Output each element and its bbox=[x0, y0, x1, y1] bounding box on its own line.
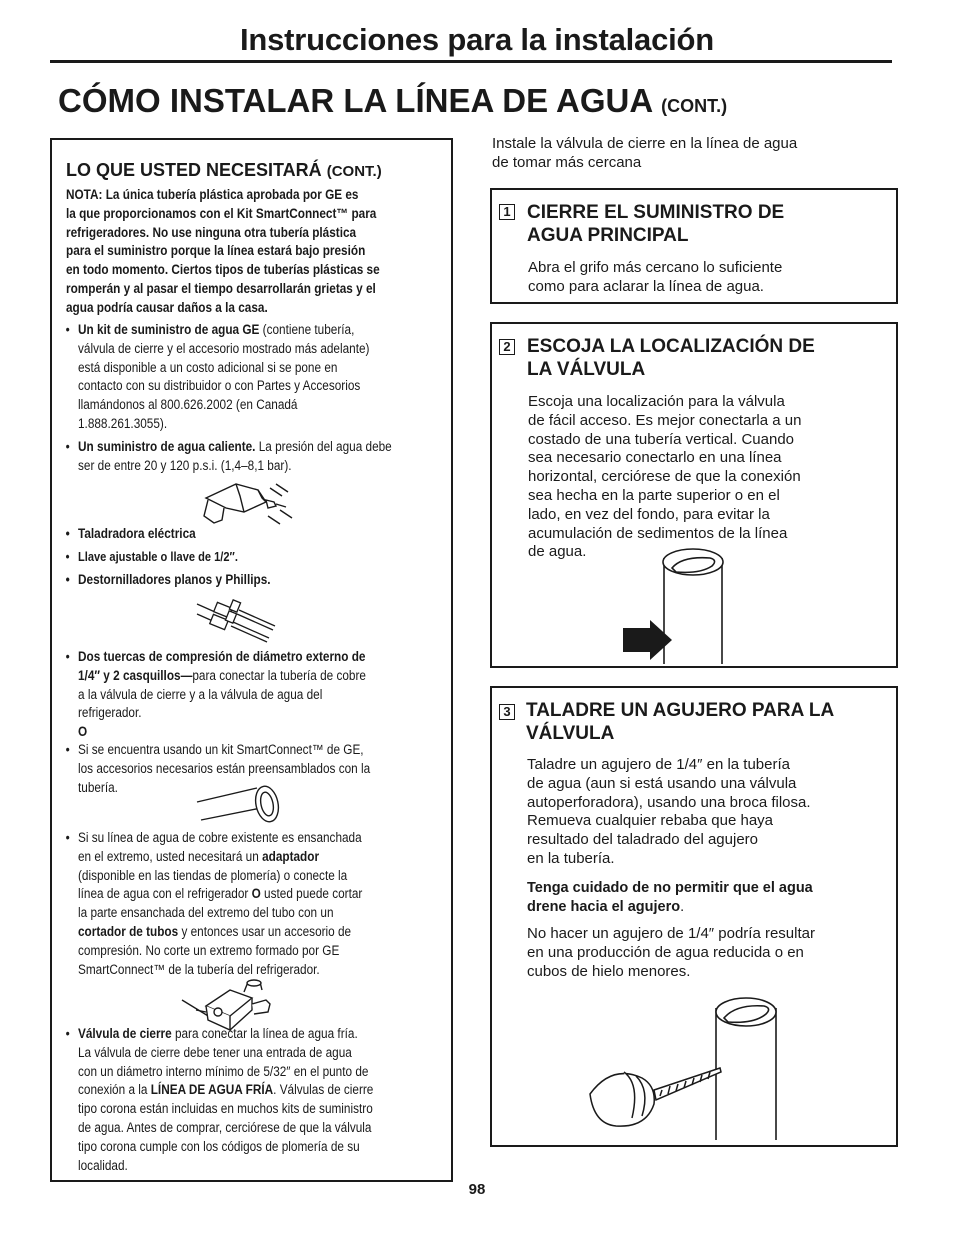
list-item-hot-water: • Un suministro de agua caliente. La presión del agua debe ser de entre 20 y 120 p.s.i. (1,4–8,1 bar). bbox=[78, 438, 448, 476]
nuts-line: a la válvula de cierre y a la válvula de agua del bbox=[78, 686, 323, 702]
list-item-smartconnect: • Si se encuentra usando un kit SmartConnect™ de GE, los accesorios necesarios están preensamblados con la tubería. bbox=[78, 741, 448, 797]
kit-line: llamándonos al 800.626.2002 (en Canadá bbox=[78, 397, 298, 413]
valve-line: . Válvulas de cierre bbox=[273, 1082, 374, 1098]
section-title-text: CÓMO INSTALAR LA LÍNEA DE AGUA bbox=[58, 82, 652, 119]
step-1-heading-line: AGUA PRINCIPAL bbox=[527, 225, 689, 246]
note-line: para el suministro porque la línea estará bajo presión bbox=[66, 243, 366, 259]
nuts-line: para conectar la tubería de cobre bbox=[192, 667, 366, 683]
section-title-suffix: (CONT.) bbox=[661, 96, 728, 116]
flared-line: (disponible en las tiendas de plomería) o conecte la bbox=[78, 867, 348, 883]
section-title bbox=[58, 82, 727, 120]
nuts-bold-line: Dos tuercas de compresión de diámetro externo de bbox=[78, 649, 366, 664]
adapter-bold: adaptador bbox=[262, 848, 320, 864]
valve-line: conexión a la bbox=[78, 1082, 151, 1098]
step-1-number: 1 bbox=[499, 204, 515, 220]
list-item-screwdrivers: • Destornilladores planos y Phillips. bbox=[65, 572, 271, 587]
step-3-body bbox=[527, 756, 811, 869]
step-1-heading bbox=[527, 201, 784, 247]
or-bold: O bbox=[251, 886, 261, 902]
flared-line: Si su línea de agua de cobre existente es ensanchada bbox=[78, 830, 362, 845]
list-item-shutoff-valve: • Válvula de cierre para conectar la línea de agua fría. La válvula de cierre debe tener una entrada de agua con un diámetro interno mínimo de 5/32″ en el punto de conexión a la LÍNEA DE AGUA FRÍA. Válvulas de cierre tipo corona están incluidas en muchos kits de suministro de agua. Antes de comprar, cerciórese de que la válvula tipo corona cumple con los códigos de plomería de su localidad. bbox=[78, 1025, 448, 1175]
kit-line: está disponible a un costo adicional si se pone en bbox=[78, 359, 338, 375]
step-2-number: 2 bbox=[499, 339, 515, 355]
step-2-line: lado, en vez del fondo, para evitar la bbox=[528, 505, 770, 523]
note-line: : La única tubería plástica aprobada por GE es bbox=[98, 187, 359, 202]
step-1-body bbox=[528, 259, 782, 297]
flared-line: usted puede cortar bbox=[260, 886, 363, 902]
hot-line: La presión del agua debe bbox=[255, 439, 392, 454]
intro-line: de tomar más cercana bbox=[492, 153, 642, 171]
kit-line: contacto con su distribuidor o con Partes y Accesorios bbox=[78, 378, 361, 394]
note-paragraph bbox=[66, 186, 436, 318]
warning-line: No hacer un agujero de 1/4″ podría resultar bbox=[527, 925, 815, 942]
step-3-heading bbox=[526, 699, 834, 745]
wrench-label: Llave ajustable o llave de 1/2″. bbox=[78, 550, 238, 564]
header-rule bbox=[50, 60, 892, 63]
flared-line: en el extremo, usted necesitará un bbox=[78, 848, 263, 864]
note-line: agua podría causar daños a la casa. bbox=[66, 299, 268, 315]
flared-line: compresión. No corte un extremo formado por GE bbox=[78, 942, 340, 958]
flared-line: y entonces usar un accesorio de bbox=[178, 923, 352, 939]
hot-bold: Un suministro de agua caliente. bbox=[78, 439, 256, 454]
list-item-water-kit: • Un kit de suministro de agua GE (contiene tubería, válvula de cierre y el accesorio mostrado más adelante) está disponible a un costo adicional si se pone en contacto con su distribuidor o con Partes y Accesorios llamándonos al 800.626.2002 (en Canadá 1.888.261.3055). bbox=[78, 321, 448, 434]
list-item-drill: • Taladradora eléctrica bbox=[65, 526, 196, 541]
step-2-line: sea hecha en la parte superior o en el bbox=[528, 486, 780, 504]
hot-line: ser de entre 20 y 120 p.s.i. (1,4–8,1 bar). bbox=[78, 457, 292, 473]
electric-drill-illustration bbox=[196, 476, 301, 528]
step-2-line: acumulación de sedimentos de la línea bbox=[528, 524, 788, 542]
flared-tube-illustration bbox=[195, 782, 285, 828]
compression-nuts-illustration bbox=[193, 598, 278, 643]
step-3-line: resultado del taladrado del agujero bbox=[527, 831, 758, 849]
nuts-line: refrigerador. bbox=[78, 705, 142, 721]
or-label: O bbox=[78, 724, 88, 740]
kit-line: 1.888.261.3055). bbox=[78, 415, 168, 431]
valve-line: con un diámetro interno mínimo de 5/32″ en el punto de bbox=[78, 1063, 369, 1079]
step-2-line: Escoja una localización para la válvula bbox=[528, 393, 785, 410]
caution-end: . bbox=[680, 898, 685, 915]
smart-line: Si se encuentra usando un kit SmartConnect™ de GE, bbox=[78, 742, 364, 757]
kit-line: válvula de cierre y el accesorio mostrado más adelante) bbox=[78, 340, 370, 356]
intro-paragraph bbox=[492, 135, 797, 173]
step-2-heading-line: LA VÁLVULA bbox=[527, 359, 646, 380]
smart-line: tubería. bbox=[78, 779, 118, 795]
note-line: romperán y al pasar el tiempo desarrollarán grietas y el bbox=[66, 280, 376, 296]
drill-label: Taladradora eléctrica bbox=[78, 526, 196, 541]
requirements-heading bbox=[66, 160, 382, 181]
warning-line: en una producción de agua reducida o en bbox=[527, 943, 804, 961]
step-3-line: de agua (aun si está usando una válvula bbox=[527, 774, 797, 792]
kit-line: (contiene tubería, bbox=[259, 322, 355, 337]
vertical-pipe-illustration bbox=[620, 546, 732, 666]
step-3-line: en la tubería. bbox=[527, 849, 615, 867]
step-3-heading-line: VÁLVULA bbox=[526, 723, 615, 744]
shutoff-valve-illustration bbox=[178, 976, 283, 1032]
step-2-line: costado de una tubería vertical. Cuando bbox=[528, 430, 795, 448]
valve-line: tipo corona están incluidas en muchos kits de suministro bbox=[78, 1101, 373, 1117]
step-2-line: de agua. bbox=[528, 543, 587, 561]
drilling-pipe-illustration bbox=[584, 992, 784, 1142]
note-line: la que proporcionamos con el Kit SmartConnect™ para bbox=[66, 205, 377, 221]
step-3-warning bbox=[527, 925, 815, 981]
step-3-line: autoperforadora), usando una broca filosa. bbox=[527, 793, 811, 811]
note-line: en todo momento. Ciertos tipos de tuberías plásticas se bbox=[66, 262, 380, 278]
step-2-heading bbox=[527, 335, 815, 381]
note-label: NOTA bbox=[66, 187, 99, 202]
page-number: 98 bbox=[468, 1181, 486, 1198]
valve-line: La válvula de cierre debe tener una entrada de agua bbox=[78, 1044, 352, 1060]
list-item-compression-nuts: • Dos tuercas de compresión de diámetro externo de 1/4″ y 2 casquillos—para conectar la tubería de cobre a la válvula de cierre y a la válvula de agua del refrigerador. O bbox=[78, 648, 448, 742]
valve-line: tipo corona cumple con los códigos de plomería de su bbox=[78, 1138, 360, 1154]
screwdrivers-label: Destornilladores planos y Phillips. bbox=[78, 572, 271, 587]
step-3-line: Remueva cualquier rebaba que haya bbox=[527, 812, 773, 830]
kit-bold: Un kit de suministro de agua GE bbox=[78, 322, 260, 337]
flared-line: línea de agua con el refrigerador bbox=[78, 886, 252, 902]
valve-line: localidad. bbox=[78, 1157, 128, 1173]
step-1-heading-line: CIERRE EL SUMINISTRO DE bbox=[527, 202, 785, 223]
step-1-line: como para aclarar la línea de agua. bbox=[528, 277, 764, 295]
list-item-wrench: • Llave ajustable o llave de 1/2″. bbox=[65, 550, 238, 564]
note-line: refrigeradores. No use ninguna otra tubería plástica bbox=[66, 224, 357, 240]
caution-line: Tenga cuidado de no permitir que el agua bbox=[527, 880, 813, 896]
requirements-heading-suffix: (CONT.) bbox=[326, 163, 382, 180]
cold-water-line-bold: LÍNEA DE AGUA FRÍA bbox=[150, 1082, 274, 1098]
list-item-flared-line: • Si su línea de agua de cobre existente es ensanchada en el extremo, usted necesitará un adaptador (disponible en las tiendas de plomería) o conecte la línea de agua con el refrigerador O usted puede cortar la parte ensanchada del extremo del tubo con un cortador de tubos y entonces usar un accesorio de compresión. No corte un extremo formado por GE SmartConnect™ de la tubería del refrigerador. bbox=[78, 829, 448, 979]
step-2-heading-line: ESCOJA LA LOCALIZACIÓN DE bbox=[527, 336, 815, 357]
step-3-heading-line: TALADRE UN AGUJERO PARA LA bbox=[526, 700, 835, 721]
flared-line: la parte ensanchada del extremo del tubo con un bbox=[78, 905, 334, 921]
step-2-line: de fácil acceso. Es mejor conectarla a un bbox=[528, 411, 802, 429]
step-1-line: Abra el grifo más cercano lo suficiente bbox=[528, 259, 783, 276]
header-title: Instrucciones para la instalación bbox=[239, 22, 715, 57]
valve-line: de agua. Antes de comprar, cerciórese de que la válvula bbox=[78, 1119, 372, 1135]
step-3-number: 3 bbox=[499, 704, 515, 720]
requirements-heading-text: LO QUE USTED NECESITARÁ bbox=[66, 160, 322, 180]
step-2-line: sea necesario conectarlo en una línea bbox=[528, 449, 782, 467]
caution-line: drene hacia el agujero bbox=[527, 898, 681, 915]
intro-line: Instale la válvula de cierre en la línea de agua bbox=[492, 135, 798, 152]
valve-line: para conectar la línea de agua fría. bbox=[171, 1026, 358, 1041]
step-2-line: horizontal, cerciórese de que la conexión bbox=[528, 468, 801, 486]
nuts-bold-line: 1/4″ y 2 casquillos— bbox=[78, 667, 193, 683]
flared-line: SmartConnect™ de la tubería del refrigerador. bbox=[78, 961, 320, 977]
tube-cutter-bold: cortador de tubos bbox=[78, 923, 179, 939]
step-3-caution bbox=[527, 879, 813, 916]
step-2-body bbox=[528, 393, 801, 562]
step-3-line: Taladre un agujero de 1/4″ en la tubería bbox=[527, 756, 790, 773]
smart-line: los accesorios necesarios están preensamblados con la bbox=[78, 760, 371, 776]
valve-bold: Válvula de cierre bbox=[78, 1026, 172, 1041]
warning-line: cubos de hielo menores. bbox=[527, 962, 691, 980]
